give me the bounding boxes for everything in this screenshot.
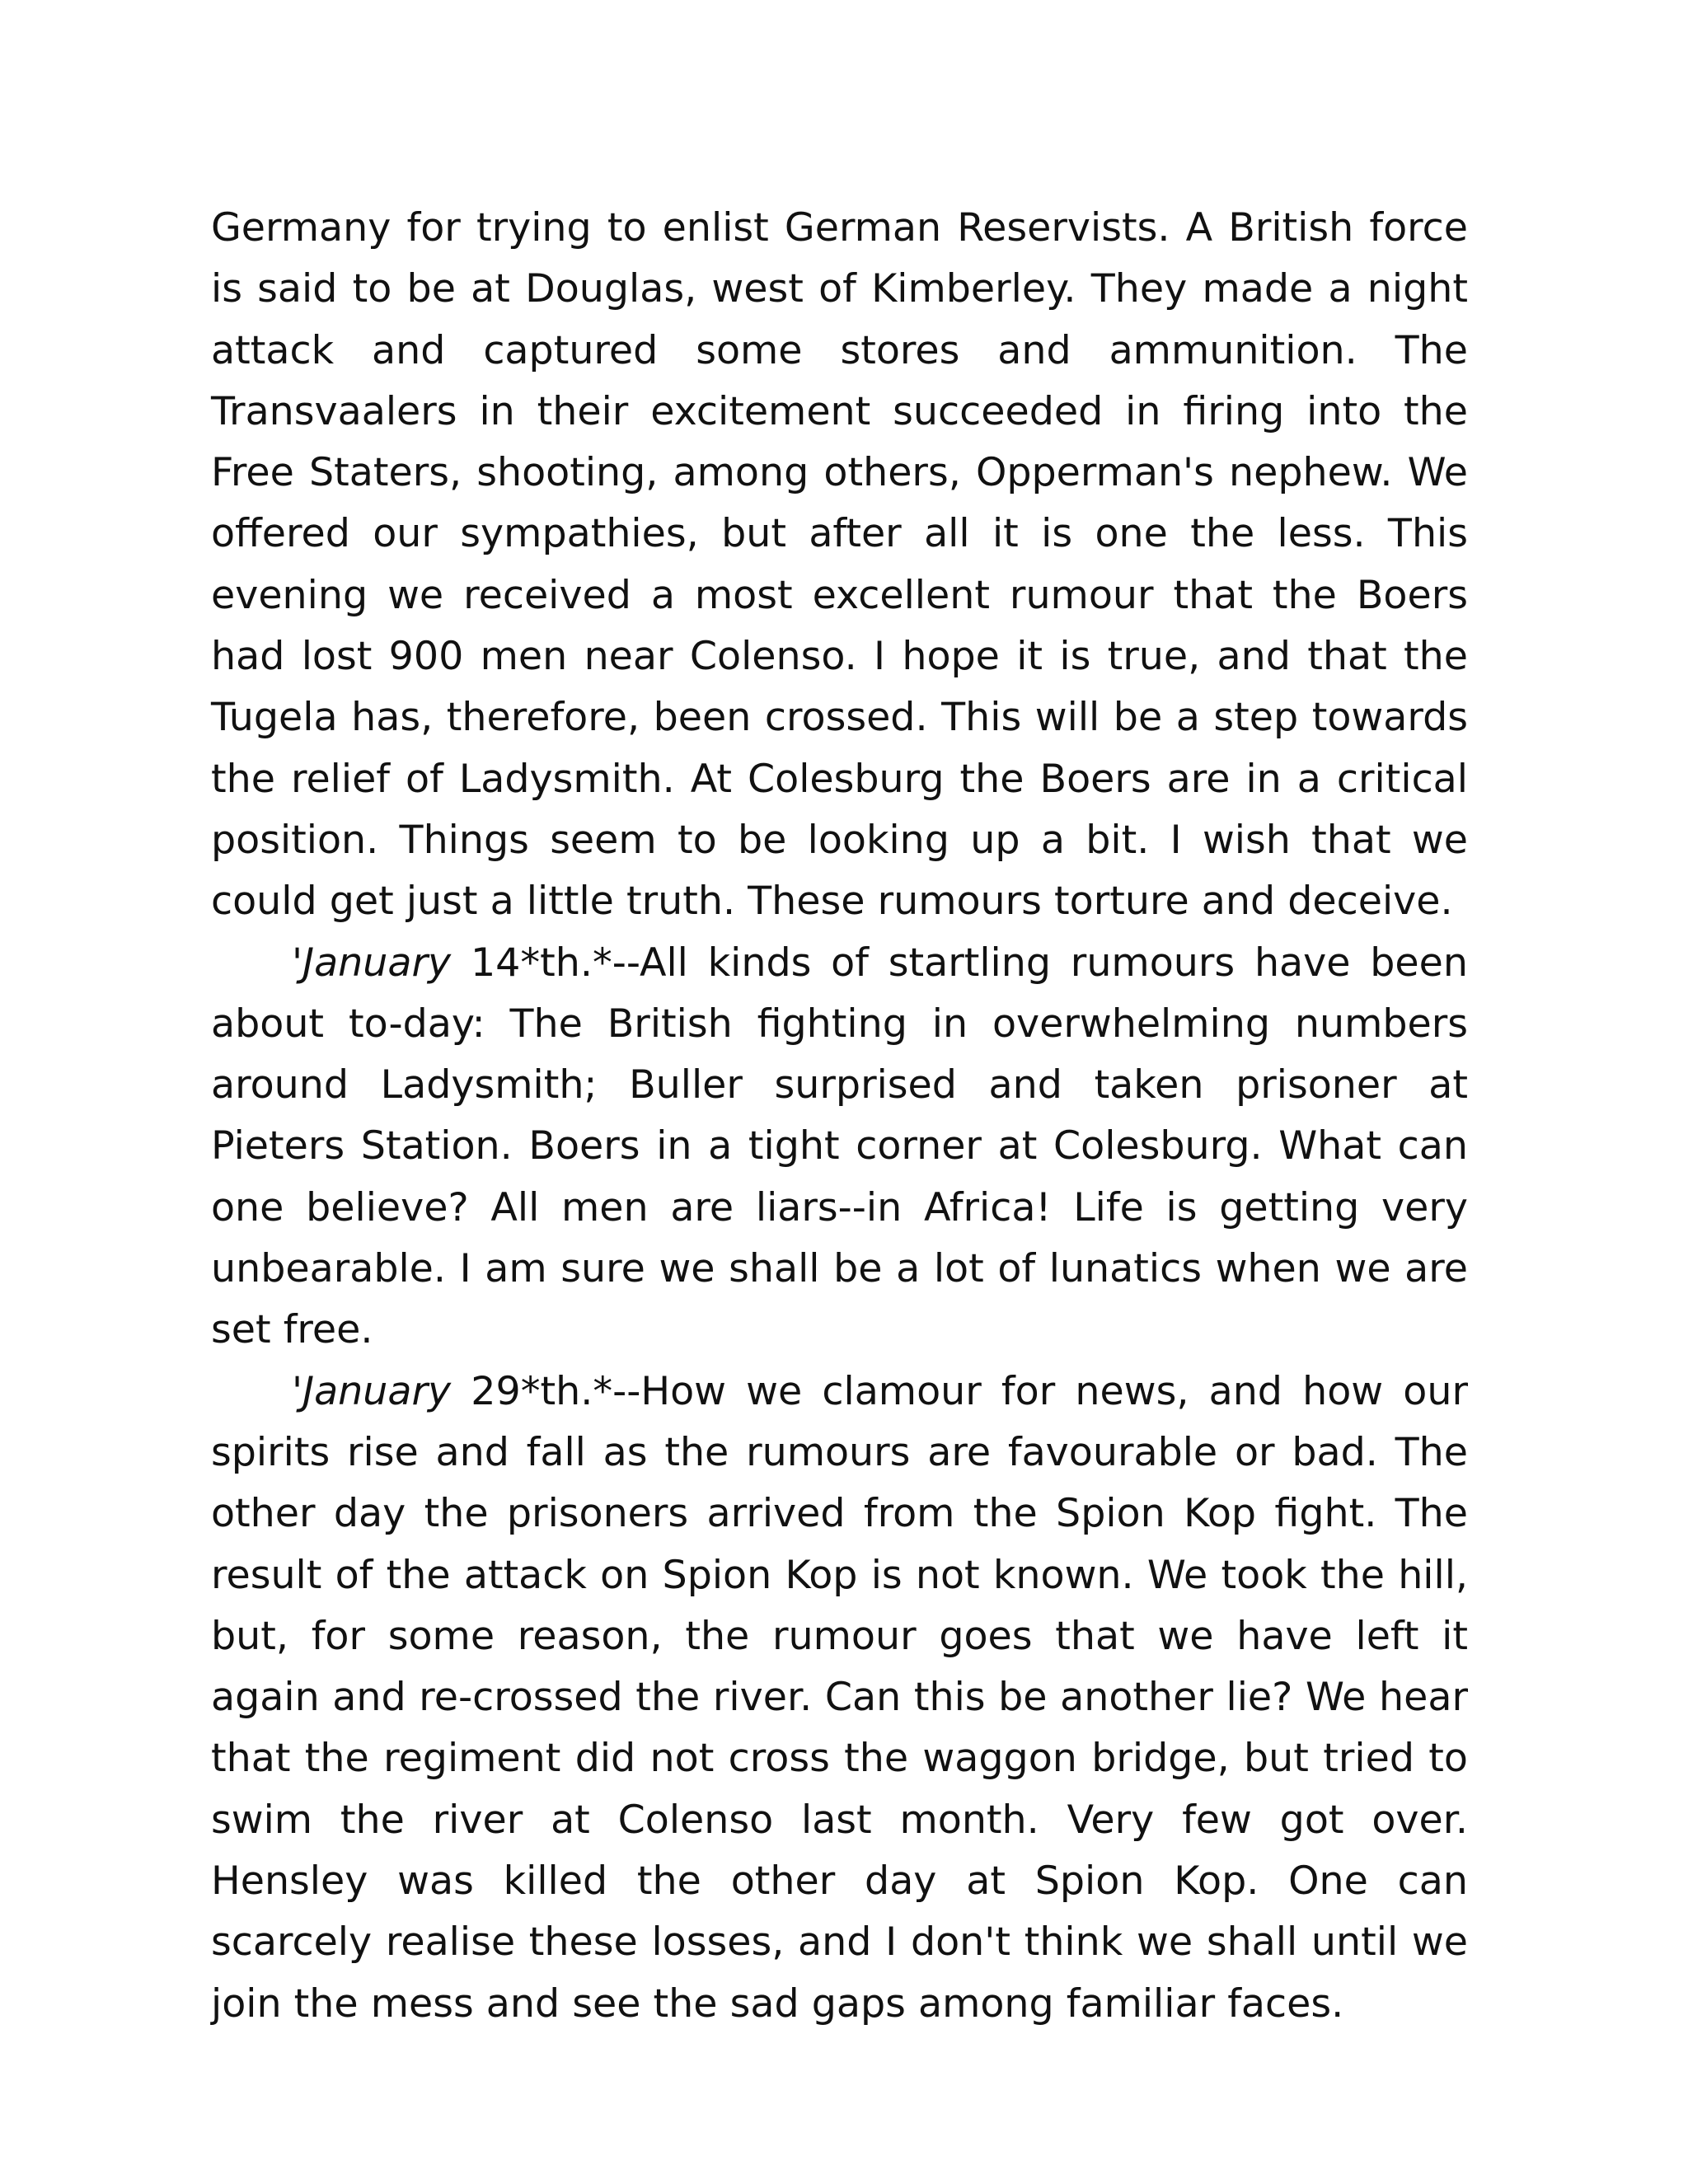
open-quote: '	[292, 940, 303, 986]
paragraph-text: 14*th.*--All kinds of startling rumours have been about to-day: The British fighting in overwhelming numbers around Ladysmith; Buller surprised and taken prisoner at Pieters Station. Boers in a tight corner at Colesburg. What can one believe? All men are liars--in Africa! Life is getting very unbearable. I am sure we shall be a lot of lunatics when we are set free.	[211, 940, 1468, 1353]
diary-entry-january-14	[211, 933, 1468, 1361]
entry-date-month: January	[302, 1368, 452, 1414]
entry-date-month: January	[302, 940, 452, 986]
body-text	[211, 198, 1468, 2035]
paragraph-continuation	[211, 198, 1468, 933]
paragraph-text: 29*th.*--How we clamour for news, and how our spirits rise and fall as the rumours are favourable or bad. The other day the prisoners arrived from the Spion Kop fight. The result of the attack on Spion Kop is not known. We took the hill, but, for some reason, the rumour goes that we have left it again and re-crossed the river. Can this be another lie? We hear that the regiment did not cross the waggon bridge, but tried to swim the river at Colenso last month. Very few got over. Hensley was killed the other day at Spion Kop. One can scarcely realise these losses, and I don't think we shall until we join the mess and see the sad gaps among familiar faces.	[211, 1368, 1468, 2027]
paragraph-text: Germany for trying to enlist German Reservists. A British force is said to be at Douglas, west of Kimberley. They made a night attack and captured some stores and ammunition. The Transvaalers in their excitement succeeded in firing into the Free Staters, shooting, among others, Opperman's nephew. We offered our sympathies, but after all it is one the less. This evening we received a most excellent rumour that the Boers had lost 900 men near Colenso. I hope it is true, and that the Tugela has, therefore, been crossed. This will be a step towards the relief of Ladysmith. At Colesburg the Boers are in a critical position. Things seem to be looking up a bit. I wish that we could get just a little truth. These rumours torture and deceive.	[211, 205, 1468, 925]
diary-entry-january-29	[211, 1361, 1468, 2035]
open-quote: '	[292, 1368, 303, 1414]
